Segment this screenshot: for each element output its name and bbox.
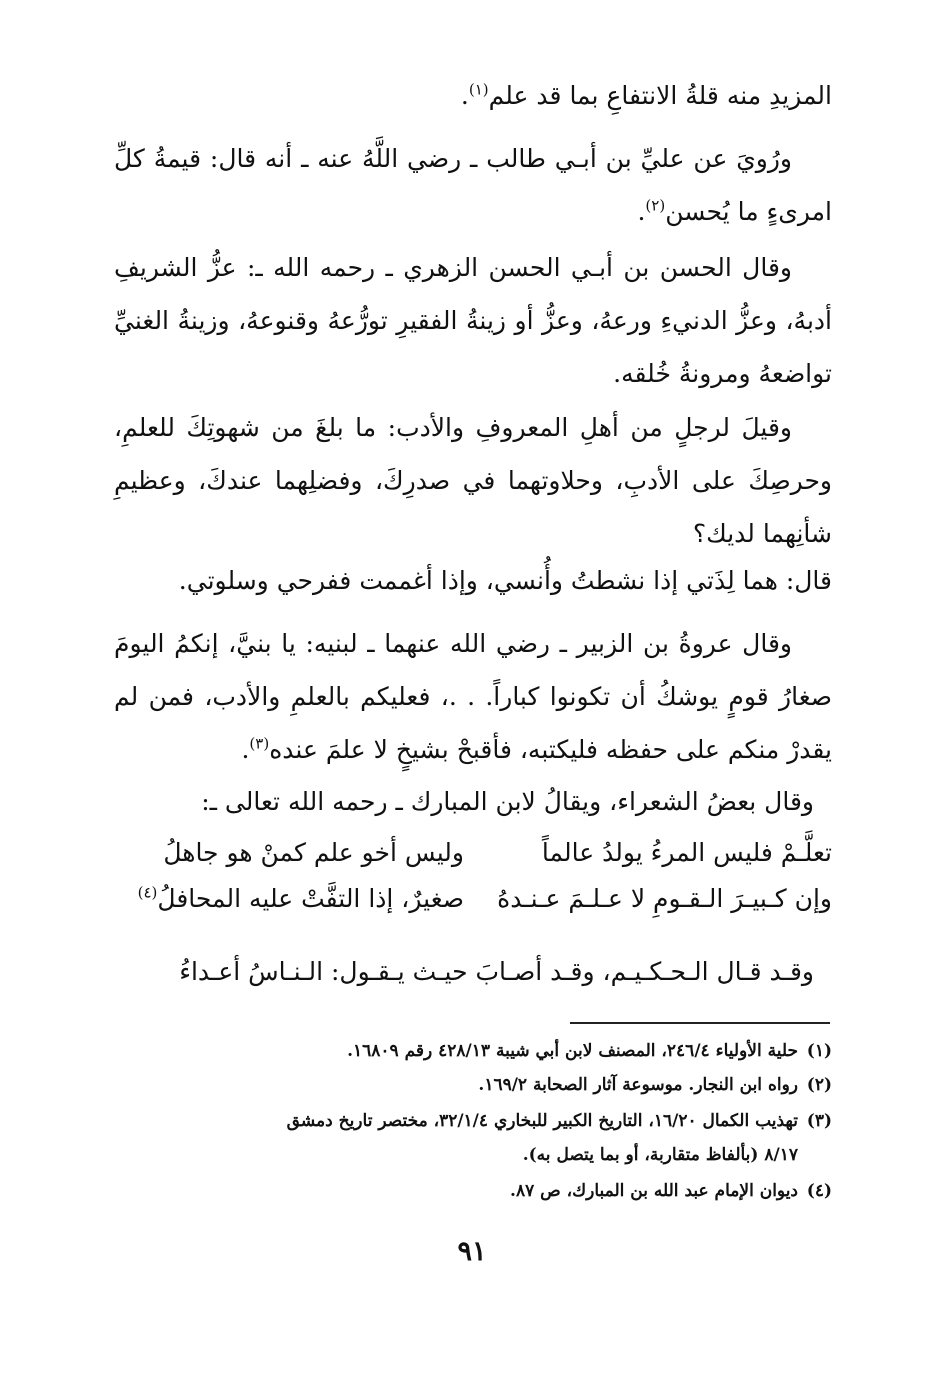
footnote-number: (٣)	[806, 1111, 832, 1131]
verse-hemistich-first: وإن كـبيـرَ الـقـومِ لا عـلـمَ عـنـدهُ	[497, 884, 832, 913]
verse-line-2	[114, 884, 832, 928]
footnote-number: (٤)	[806, 1181, 832, 1201]
text-line: المزيدِ منه قلةُ الانتفاعِ بما قد علم	[488, 81, 832, 110]
footnote-4	[114, 1176, 832, 1206]
page-number: ٩١	[457, 1236, 487, 1267]
footnote-3	[114, 1106, 832, 1136]
verse-hemistich-first: تعلَّـمْ فليس المرءُ يولدُ عالماً	[541, 838, 832, 867]
paragraph-hasan	[114, 241, 832, 400]
footnote-number: (١)	[806, 1041, 832, 1061]
paragraph-text: وقيلَ لرجلٍ من أهلِ المعروفِ والأدب: ما بلغَ من شهوتِكَ للعلمِ، وحرصِكَ على الأدبِ، وحلاوتهما في صدرِكَ، وفضلِهما عندكَ، وعظيمِ شأنِهما لديك؟	[114, 413, 832, 548]
verse-line-1	[114, 838, 832, 882]
verse-hemistich-second: وليس أخو علم كمنْ هو جاهلُ	[163, 838, 464, 867]
footnote-text: تهذيب الكمال ١٦/٢٠، التاريخ الكبير للبخاري ٣٢/١/٤، مختصر تاريخ دمشق	[286, 1111, 798, 1131]
footnote-text: رواه ابن النجار. موسوعة آثار الصحابة ١٦٩/٢.	[478, 1075, 798, 1095]
footnote-2	[114, 1070, 832, 1100]
paragraph-poet-intro	[96, 782, 814, 822]
footnote-number: (٢)	[806, 1075, 832, 1095]
paragraph-urwa: وقال عروةُ بن الزبير ـ رضي الله عنهما ـ لبنيه: يا بنيَّ، إنكمُ اليومَ صغارُ قومٍ يوشكُ أن تكونوا كباراً. . .، فعليكم بالعلمِ والأدب، فمن لم يقدرْ منكم على حفظه فليكتبه، فأقبحْ بشيخٍ لا علمَ عنده$^{(٣)}$.	[114, 629, 832, 764]
paragraph-text: وقال بعضُ الشعراء، ويقالُ لابن المبارك ـ رحمه الله تعالى ـ:	[201, 787, 814, 816]
paragraph-text: قال: هما لِذَتي إذا نشطتُ وأُنسي، وإذا أغممت ففرحي وسلوتي.	[178, 566, 832, 595]
paragraph-wise	[114, 952, 814, 992]
verse-text: صغيرٌ، إذا التفَّتْ عليه المحافلُ	[157, 884, 464, 913]
footnote-1	[114, 1036, 832, 1066]
paragraph-continuation: المزيدِ منه قلةُ الانتفاعِ بما قد علم$^{(١)}$.	[460, 80, 832, 110]
footnote-ref: (٣)	[249, 734, 270, 753]
paragraph-question	[114, 401, 832, 560]
paragraph-text: وقال الحسن بن أبـي الحسن الزهري ـ رحمه الله ـ: عزُّ الشريفِ أدبهُ، وعزُّ الدنيءِ ورعهُ، وعزُّ أو زينةُ الفقيرِ تورُّعهُ وقنوعهُ، وزينةُ الغنيِّ تواضعهُ ومرونةُ خُلقه.	[114, 253, 832, 388]
footnote-ref: (٢)	[645, 196, 666, 215]
footnote-text: ٨/١٧ (بألفاظ متقاربة، أو بما يتصل به).	[522, 1145, 798, 1165]
paragraph-text: وقال عروةُ بن الزبير ـ رضي الله عنهما ـ لبنيه: يا بنيَّ، إنكمُ اليومَ صغارُ قومٍ يوشكُ أن تكونوا كباراً. . .، فعليكم بالعلمِ والأدب، فمن لم يقدرْ منكم على حفظه فليكتبه، فأقبحْ بشيخٍ لا علمَ عنده	[114, 629, 832, 764]
footnote-divider	[570, 1022, 830, 1024]
footnote-text: ديوان الإمام عبد الله بن المبارك، ص ٨٧.	[510, 1181, 798, 1201]
paragraph-ali: ورُويَ عن عليِّ بن أبـي طالب ـ رضي اللَّهُ عنه ـ أنه قال: قيمةُ كلِّ امرىءٍ ما يُحسن$^{(٢)}$.	[114, 144, 832, 226]
paragraph-answer	[114, 561, 832, 601]
paragraph-text: ورُويَ عن عليِّ بن أبـي طالب ـ رضي اللَّهُ عنه ـ أنه قال: قيمةُ كلِّ امرىءٍ ما يُحسن	[114, 144, 832, 226]
verse-hemistich-second-with-ref	[114, 884, 464, 913]
paragraph-text: وقـد قـال الـحـكـيـم، وقـد أصـابَ حيـث يـقـول: الـنـاسُ أعـداءُ	[179, 957, 814, 986]
footnote-ref: (١)	[468, 80, 489, 99]
footnote-text: حلية الأولياء ٢٤٦/٤، المصنف لابن أبي شيبة ٤٢٨/١٣ رقم ١٦٨٠٩.	[347, 1041, 798, 1061]
footnote-ref: (٤)	[137, 883, 158, 902]
footnote-3-continuation	[114, 1140, 798, 1170]
